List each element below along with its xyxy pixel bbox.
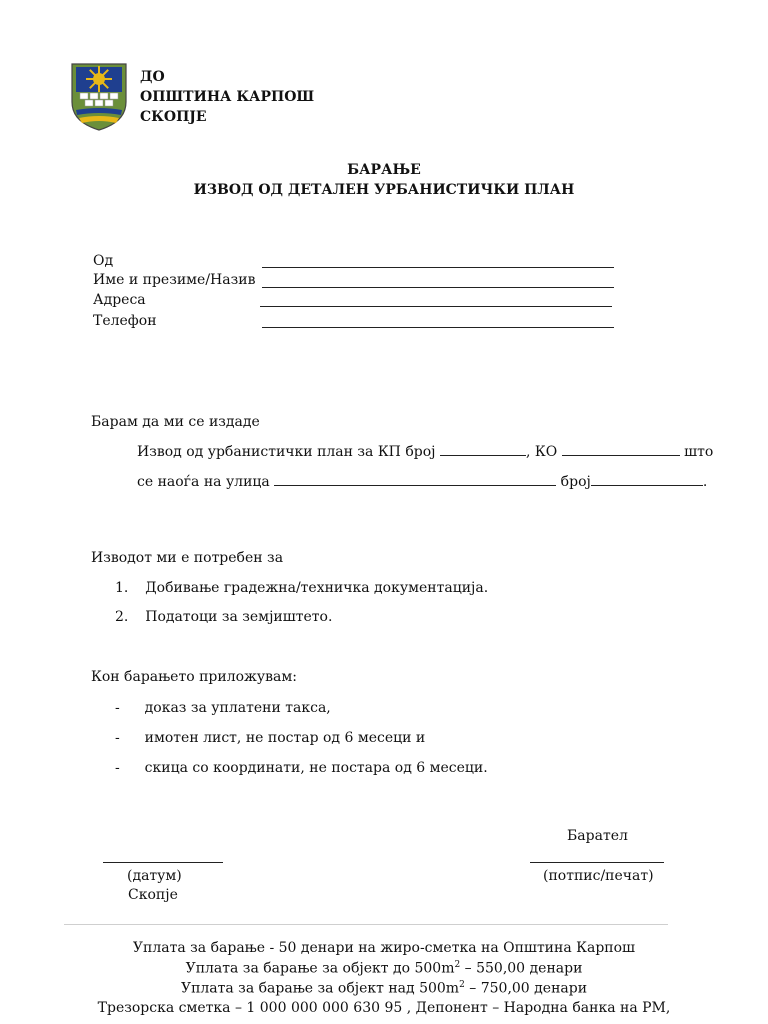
signature-stamp-line[interactable] [530,862,664,863]
purpose-item-2-number: 2. [115,609,129,625]
footer-line-2-sup: 2 [454,960,461,970]
date-label: (датум) [127,868,182,884]
street-blank[interactable] [274,473,556,486]
purpose-item-1-number: 1. [115,580,129,596]
street-number-blank[interactable] [591,473,703,486]
footer-line-2 [0,960,768,977]
purpose-item-2 [115,609,332,625]
request-line-1-text-b: , КО [525,444,558,460]
cadastral-municipality-blank[interactable] [562,443,680,456]
purpose-item-2-text: Податоци за земјиштето. [145,609,333,625]
request-line-1 [137,443,713,460]
request-line-1-text-a: Извод од урбанистички план за КП број [137,444,436,460]
footer-line-3-text: Уплата за барање за објект над 500m [180,980,460,997]
purpose-item-1 [115,580,488,596]
applicant-label: Барател [567,828,628,844]
attachments-intro: Кон барањето приложувам: [91,669,297,685]
footer-divider [64,924,668,925]
field-label-name: Име и презиме/Назив [93,272,256,288]
attachment-item-2-bullet: - [115,730,120,746]
request-line-2-text-a: се наоѓа на улица [137,474,270,490]
request-line-1-text-c: што [684,444,714,460]
purpose-item-1-text: Добивање градежна/техничка документација. [145,580,489,596]
attachment-item-1 [115,700,331,716]
attachment-item-3-bullet: - [115,760,120,776]
attachment-item-3 [115,760,488,776]
footer-line-2-price: – 550,00 денари [460,960,583,977]
addressee-line-3: СКОПЈЕ [140,109,207,125]
footer-line-4: Трезорска сметка – 1 000 000 000 630 95 , Депонент – Народна банка на РМ, [97,1000,671,1016]
footer-line-1: Уплата за барање - 50 денари на жиро-сметка на Општина Карпош [132,940,636,956]
footer-line-3-price: – 750,00 денари [464,980,588,997]
attachment-item-1-bullet: - [115,700,120,716]
field-line-phone[interactable] [262,327,614,328]
document-title: БАРАЊЕ [347,162,421,178]
field-line-from[interactable] [262,267,614,268]
addressee-line-1: ДО [140,69,165,85]
request-line-2 [137,473,707,490]
document-subtitle: ИЗВОД ОД ДЕТАЛЕН УРБАНИСТИЧКИ ПЛАН [193,182,575,198]
field-label-address: Адреса [93,292,146,308]
field-line-name[interactable] [262,287,614,288]
request-line-2-text-c: . [702,474,708,490]
request-intro: Барам да ми се издаде [91,414,260,430]
addressee-line-2: ОПШТИНА КАРПОШ [140,89,315,105]
field-label-phone: Телефон [93,313,157,329]
signature-stamp-label: (потпис/печат) [543,868,654,884]
attachment-item-2 [115,730,425,746]
footer-line-3-sup: 2 [459,980,465,990]
parcel-number-blank[interactable] [440,443,526,456]
attachment-item-2-text: имотен лист, не постар од 6 месеци и [144,730,426,746]
footer-line-2-text: Уплата за барање за објект до 500m [185,960,455,977]
date-signature-line[interactable] [103,862,223,863]
request-line-2-text-b: број [560,474,591,490]
attachment-item-3-text: скица со координати, не постара од 6 месеци. [144,760,488,776]
coat-of-arms-logo [70,62,128,132]
field-line-address[interactable] [260,306,612,307]
city-label: Скопје [128,887,178,903]
purpose-intro: Изводот ми е потребен за [91,550,284,566]
field-label-from: Од [93,253,114,269]
attachment-item-1-text: доказ за уплатени такса, [144,700,331,716]
footer-line-3 [0,980,768,997]
